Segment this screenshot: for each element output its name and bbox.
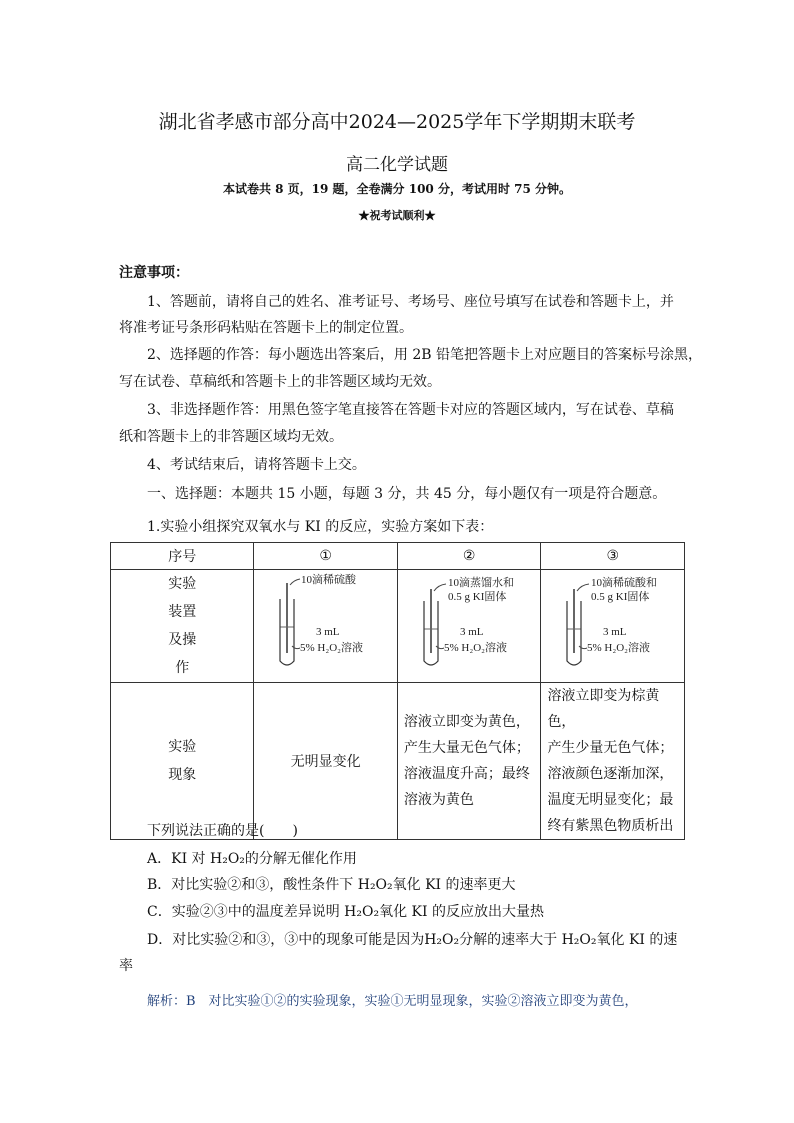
apparatus-3-solution: 5% H₂O₂溶液: [587, 642, 651, 654]
observation-cell-1: 无明显变化: [254, 683, 397, 840]
option-d-line-2: 率: [119, 958, 133, 974]
exam-subtitle: 高二化学试题: [346, 155, 448, 175]
apparatus-3-reagent-line-2: 0.5 g KI固体: [591, 591, 650, 603]
notice-item-3-line-2: 纸和答题卡上的非答题区域均无效。: [119, 429, 343, 445]
notice-item-2-line-1: 2、选择题的作答：每小题选出答案后，用 2B 铅笔把答题卡上对应题目的答案标号涂黑，: [147, 347, 703, 363]
exam-info: 本试卷共 8 页，19 题，全卷满分 100 分，考试用时 75 分钟。: [222, 182, 572, 196]
observation-cell-2: [397, 683, 541, 840]
option-c: C．实验②③中的温度差异说明 H₂O₂氧化 KI 的反应放出大量热: [147, 904, 544, 920]
apparatus-2-reagent-line-2: 0.5 g KI固体: [447, 591, 507, 603]
apparatus-cell-1: [254, 570, 397, 683]
notice-item-3-line-1: 3、非选择题作答：用黑色签字笔直接答在答题卡对应的答题区域内，写在试卷、草稿: [147, 402, 674, 418]
apparatus-1-reagent-label: 10滴稀硫酸: [301, 574, 357, 586]
apparatus-3: [541, 571, 684, 681]
observation-cell-3: [541, 683, 685, 840]
table-row-observations: [111, 683, 685, 840]
notice-item-4: 4、考试结束后，请将答题卡上交。: [147, 457, 366, 473]
row-label-observations: [111, 683, 254, 840]
table-row-apparatus: [111, 570, 685, 683]
row-label-part: 现象: [168, 767, 197, 783]
question-1-stem: 1.实验小组探究双氧水与 KI 的反应，实验方案如下表：: [147, 519, 494, 535]
notice-heading: 注意事项：: [119, 265, 189, 281]
row-label-part: 作: [175, 660, 190, 676]
observation-3-line: 溶液立即变为棕黄色，: [547, 688, 660, 730]
observation-3-line: 终有紫黑色物质析出: [547, 818, 674, 834]
notice-item-1-line-1: 1、答题前，请将自己的姓名、准考证号、考场号、座位号填写在试卷和答题卡上，并: [147, 294, 674, 310]
exam-title: 湖北省孝感市部分高中2024—2025学年下学期期末联考: [158, 111, 636, 133]
option-a: A．KI 对 H₂O₂的分解无催化作用: [147, 851, 357, 867]
apparatus-1-volume: 3 mL: [316, 626, 340, 638]
apparatus-2: [398, 571, 541, 681]
row-label-part: 实验: [168, 739, 197, 755]
option-b: B．对比实验②和③，酸性条件下 H₂O₂氧化 KI 的速率更大: [147, 877, 516, 893]
observation-2-line: 溶液立即变为黄色，: [403, 714, 530, 730]
header-cell-exp-2: ②: [397, 543, 541, 570]
header-cell-exp-3: ③: [541, 543, 685, 570]
header-cell-exp-1: ①: [254, 543, 397, 570]
table-header-row: [111, 543, 685, 570]
row-label-part: 实验: [168, 576, 197, 592]
section-1-heading: 一、选择题：本题共 15 小题，每题 3 分，共 45 分，每小题仅有一项是符合题意。: [147, 486, 667, 502]
apparatus-2-solution: 5% H₂O₂溶液: [443, 642, 507, 654]
good-luck-line: ★祝考试顺利★: [358, 209, 436, 222]
observation-2-line: 产生大量无色气体；: [403, 740, 530, 756]
observation-3-line: 温度无明显变化；最: [547, 792, 674, 808]
apparatus-1-solution: 5% H₂O₂溶液: [300, 642, 364, 654]
test-tube-diagram-2: [398, 571, 541, 681]
experiment-table: [110, 542, 685, 840]
header-cell-number: 序号: [111, 543, 254, 570]
observation-2-line: 溶液为黄色: [403, 792, 474, 808]
notice-item-2-line-2: 写在试卷、草稿纸和答题卡上的非答题区域均无效。: [119, 374, 441, 390]
apparatus-cell-2: [397, 570, 541, 683]
test-tube-diagram-1: [254, 571, 397, 681]
row-label-part: 装置: [168, 604, 197, 620]
apparatus-2-volume: 3 mL: [459, 626, 484, 638]
row-label-apparatus: [111, 570, 254, 683]
row-label-part: 及操: [168, 632, 197, 648]
notice-item-1-line-2: 将准考证号条形码粘贴在答题卡上的制定位置。: [119, 320, 413, 336]
observation-3-line: 溶液颜色逐渐加深，: [547, 766, 674, 782]
apparatus-1: [254, 571, 396, 681]
analysis-text: 解析：B 对比实验①②的实验现象，实验①无明显现象，实验②溶液立即变为黄色，: [147, 994, 638, 1009]
apparatus-cell-3: [541, 570, 685, 683]
question-1-prompt: 下列说法正确的是( ): [147, 823, 298, 839]
apparatus-3-volume: 3 mL: [603, 626, 627, 638]
test-tube-diagram-3: [541, 571, 684, 681]
apparatus-2-reagent-line-1: 10滴蒸馏水和: [447, 577, 514, 589]
apparatus-3-reagent-line-1: 10滴稀硫酸和: [591, 577, 658, 589]
observation-3-line: 产生少量无色气体；: [547, 740, 674, 756]
option-d-line-1: D．对比实验②和③，③中的现象可能是因为H₂O₂分解的速率大于 H₂O₂氧化 KI 的速: [147, 932, 678, 948]
observation-2-line: 溶液温度升高；最终: [403, 766, 530, 782]
